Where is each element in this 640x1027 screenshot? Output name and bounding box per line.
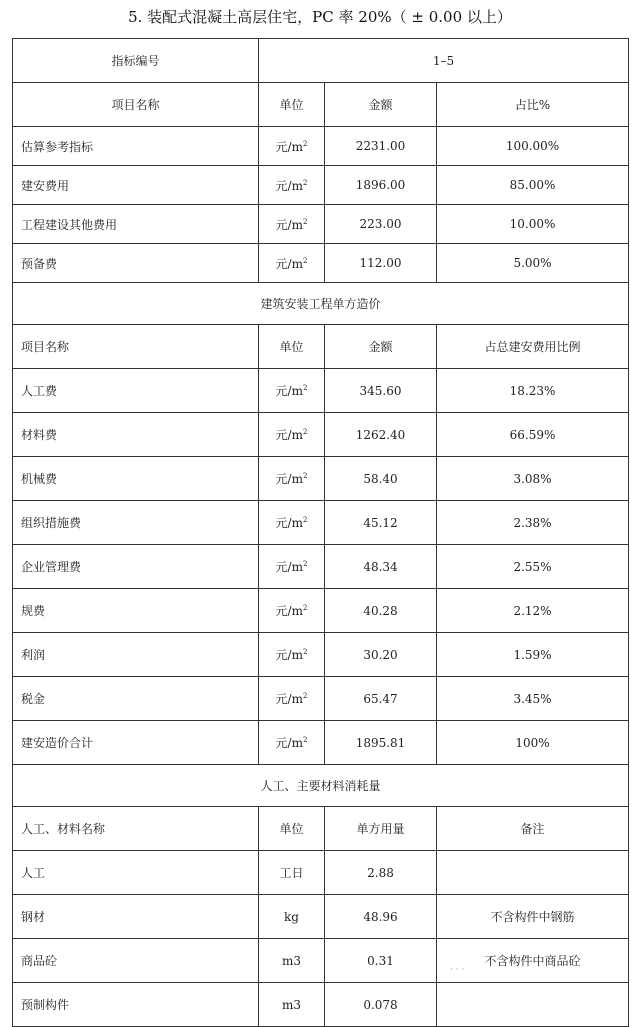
column-header-row [13, 807, 629, 851]
amount-cell: 223.00 [325, 205, 437, 244]
cropped-footer-mark: · · · [450, 965, 465, 975]
section-heading: 建筑安装工程单方造价 [13, 283, 629, 325]
ratio-cell: 85.00% [437, 166, 629, 205]
unit-cell: 元$/m^2$ [259, 545, 325, 589]
item-name: 建安费用 [13, 166, 259, 205]
column-header: 占比% [437, 83, 629, 127]
unit-cell: 元$/m^2$ [259, 633, 325, 677]
unit-cell: 元$/m^2$ [259, 127, 325, 166]
amount-cell: 65.47 [325, 677, 437, 721]
unit-superscript: 2 [302, 472, 308, 480]
item-name: 材料费 [13, 413, 259, 457]
note-cell: 不含构件中商品砼 [437, 939, 629, 983]
amount-cell: 1896.00 [325, 166, 437, 205]
ratio-cell: 1.59% [437, 633, 629, 677]
column-header: 单位 [259, 325, 325, 369]
amount-cell: 40.28 [325, 589, 437, 633]
quantity-cell: 2.88 [325, 851, 437, 895]
column-header-row [13, 325, 629, 369]
unit-cell: 元$/m^2$ [259, 413, 325, 457]
ratio-cell: 100.00% [437, 127, 629, 166]
column-header: 备注 [437, 807, 629, 851]
unit-cell: 元$/m^2$ [259, 166, 325, 205]
unit-cell: 工日 [259, 851, 325, 895]
amount-cell: 345.60 [325, 369, 437, 413]
unit-cell: m3 [259, 983, 325, 1027]
amount-cell: 45.12 [325, 501, 437, 545]
amount-cell: 1262.40 [325, 413, 437, 457]
table-row [13, 895, 629, 939]
amount-cell: 58.40 [325, 457, 437, 501]
unit-superscript: 2 [302, 604, 308, 612]
note-cell: 不含构件中钢筋 [437, 895, 629, 939]
ratio-cell: 3.45% [437, 677, 629, 721]
table-row [13, 166, 629, 205]
item-name: 利润 [13, 633, 259, 677]
table-row [13, 851, 629, 895]
amount-cell: 48.34 [325, 545, 437, 589]
table-row [13, 369, 629, 413]
table-row [13, 244, 629, 283]
column-header: 金额 [325, 83, 437, 127]
table-row [13, 589, 629, 633]
item-name: 税金 [13, 677, 259, 721]
table-row [13, 633, 629, 677]
unit-cell: kg [259, 895, 325, 939]
column-header: 人工、材料名称 [13, 807, 259, 851]
item-name: 人工 [13, 851, 259, 895]
column-header-row [13, 83, 629, 127]
amount-cell: 30.20 [325, 633, 437, 677]
section-heading: 人工、主要材料消耗量 [13, 765, 629, 807]
column-header: 金额 [325, 325, 437, 369]
unit-cell: 元$/m^2$ [259, 457, 325, 501]
table-row [13, 983, 629, 1027]
unit-superscript: 2 [302, 648, 308, 656]
item-name: 钢材 [13, 895, 259, 939]
item-name: 工程建设其他费用 [13, 205, 259, 244]
amount-cell: 112.00 [325, 244, 437, 283]
unit-cell: 元$/m^2$ [259, 721, 325, 765]
ratio-cell: 2.55% [437, 545, 629, 589]
unit-superscript: 2 [302, 428, 308, 436]
note-cell [437, 851, 629, 895]
document-title: 5. 装配式混凝土高层住宅，PC 率 20%（ ± 0.00 以上） [128, 8, 512, 26]
amount-cell: 2231.00 [325, 127, 437, 166]
unit-cell: m3 [259, 939, 325, 983]
table-row [13, 545, 629, 589]
item-name: 预制构件 [13, 983, 259, 1027]
ratio-cell: 100% [437, 721, 629, 765]
quantity-cell: 0.31 [325, 939, 437, 983]
section-heading-row [13, 765, 629, 807]
unit-superscript: 2 [302, 256, 308, 265]
quantity-cell: 0.078 [325, 983, 437, 1027]
table-row [13, 721, 629, 765]
unit-cell: 元$/m^2$ [259, 677, 325, 721]
section-heading-row [13, 283, 629, 325]
ratio-cell: 5.00% [437, 244, 629, 283]
item-name: 机械费 [13, 457, 259, 501]
column-header: 单方用量 [325, 807, 437, 851]
unit-cell: 元$/m^2$ [259, 501, 325, 545]
column-header: 单位 [259, 83, 325, 127]
unit-superscript: 2 [302, 692, 308, 700]
column-header: 占总建安费用比例 [437, 325, 629, 369]
ratio-cell: 2.12% [437, 589, 629, 633]
unit-superscript: 2 [302, 178, 308, 187]
item-name: 人工费 [13, 369, 259, 413]
unit-superscript: 2 [302, 384, 308, 392]
item-name: 估算参考指标 [13, 127, 259, 166]
amount-cell: 1895.81 [325, 721, 437, 765]
index-label: 指标编号 [13, 39, 259, 83]
unit-superscript: 2 [302, 217, 308, 226]
unit-cell: 元$/m^2$ [259, 205, 325, 244]
table-row [13, 127, 629, 166]
ratio-cell: 66.59% [437, 413, 629, 457]
table-row [13, 677, 629, 721]
table-row [13, 457, 629, 501]
ratio-cell: 10.00% [437, 205, 629, 244]
unit-cell: 元$/m^2$ [259, 589, 325, 633]
unit-superscript: 2 [302, 736, 308, 744]
ratio-cell: 2.38% [437, 501, 629, 545]
table-row [13, 939, 629, 983]
table-row [13, 205, 629, 244]
quantity-cell: 48.96 [325, 895, 437, 939]
column-header: 项目名称 [13, 83, 259, 127]
item-name: 预备费 [13, 244, 259, 283]
item-name: 建安造价合计 [13, 721, 259, 765]
note-cell [437, 983, 629, 1027]
item-name: 企业管理费 [13, 545, 259, 589]
column-header: 单位 [259, 807, 325, 851]
ratio-cell: 18.23% [437, 369, 629, 413]
item-name: 组织措施费 [13, 501, 259, 545]
table-row [13, 501, 629, 545]
cost-index-table [12, 38, 629, 1027]
item-name: 规费 [13, 589, 259, 633]
item-name: 商品砼 [13, 939, 259, 983]
unit-superscript: 2 [302, 516, 308, 524]
index-row [13, 39, 629, 83]
unit-cell: 元$/m^2$ [259, 244, 325, 283]
unit-cell: 元$/m^2$ [259, 369, 325, 413]
table-row [13, 413, 629, 457]
unit-superscript: 2 [302, 139, 308, 148]
unit-superscript: 2 [302, 560, 308, 568]
ratio-cell: 3.08% [437, 457, 629, 501]
index-value: 1–5 [259, 39, 629, 83]
column-header: 项目名称 [13, 325, 259, 369]
